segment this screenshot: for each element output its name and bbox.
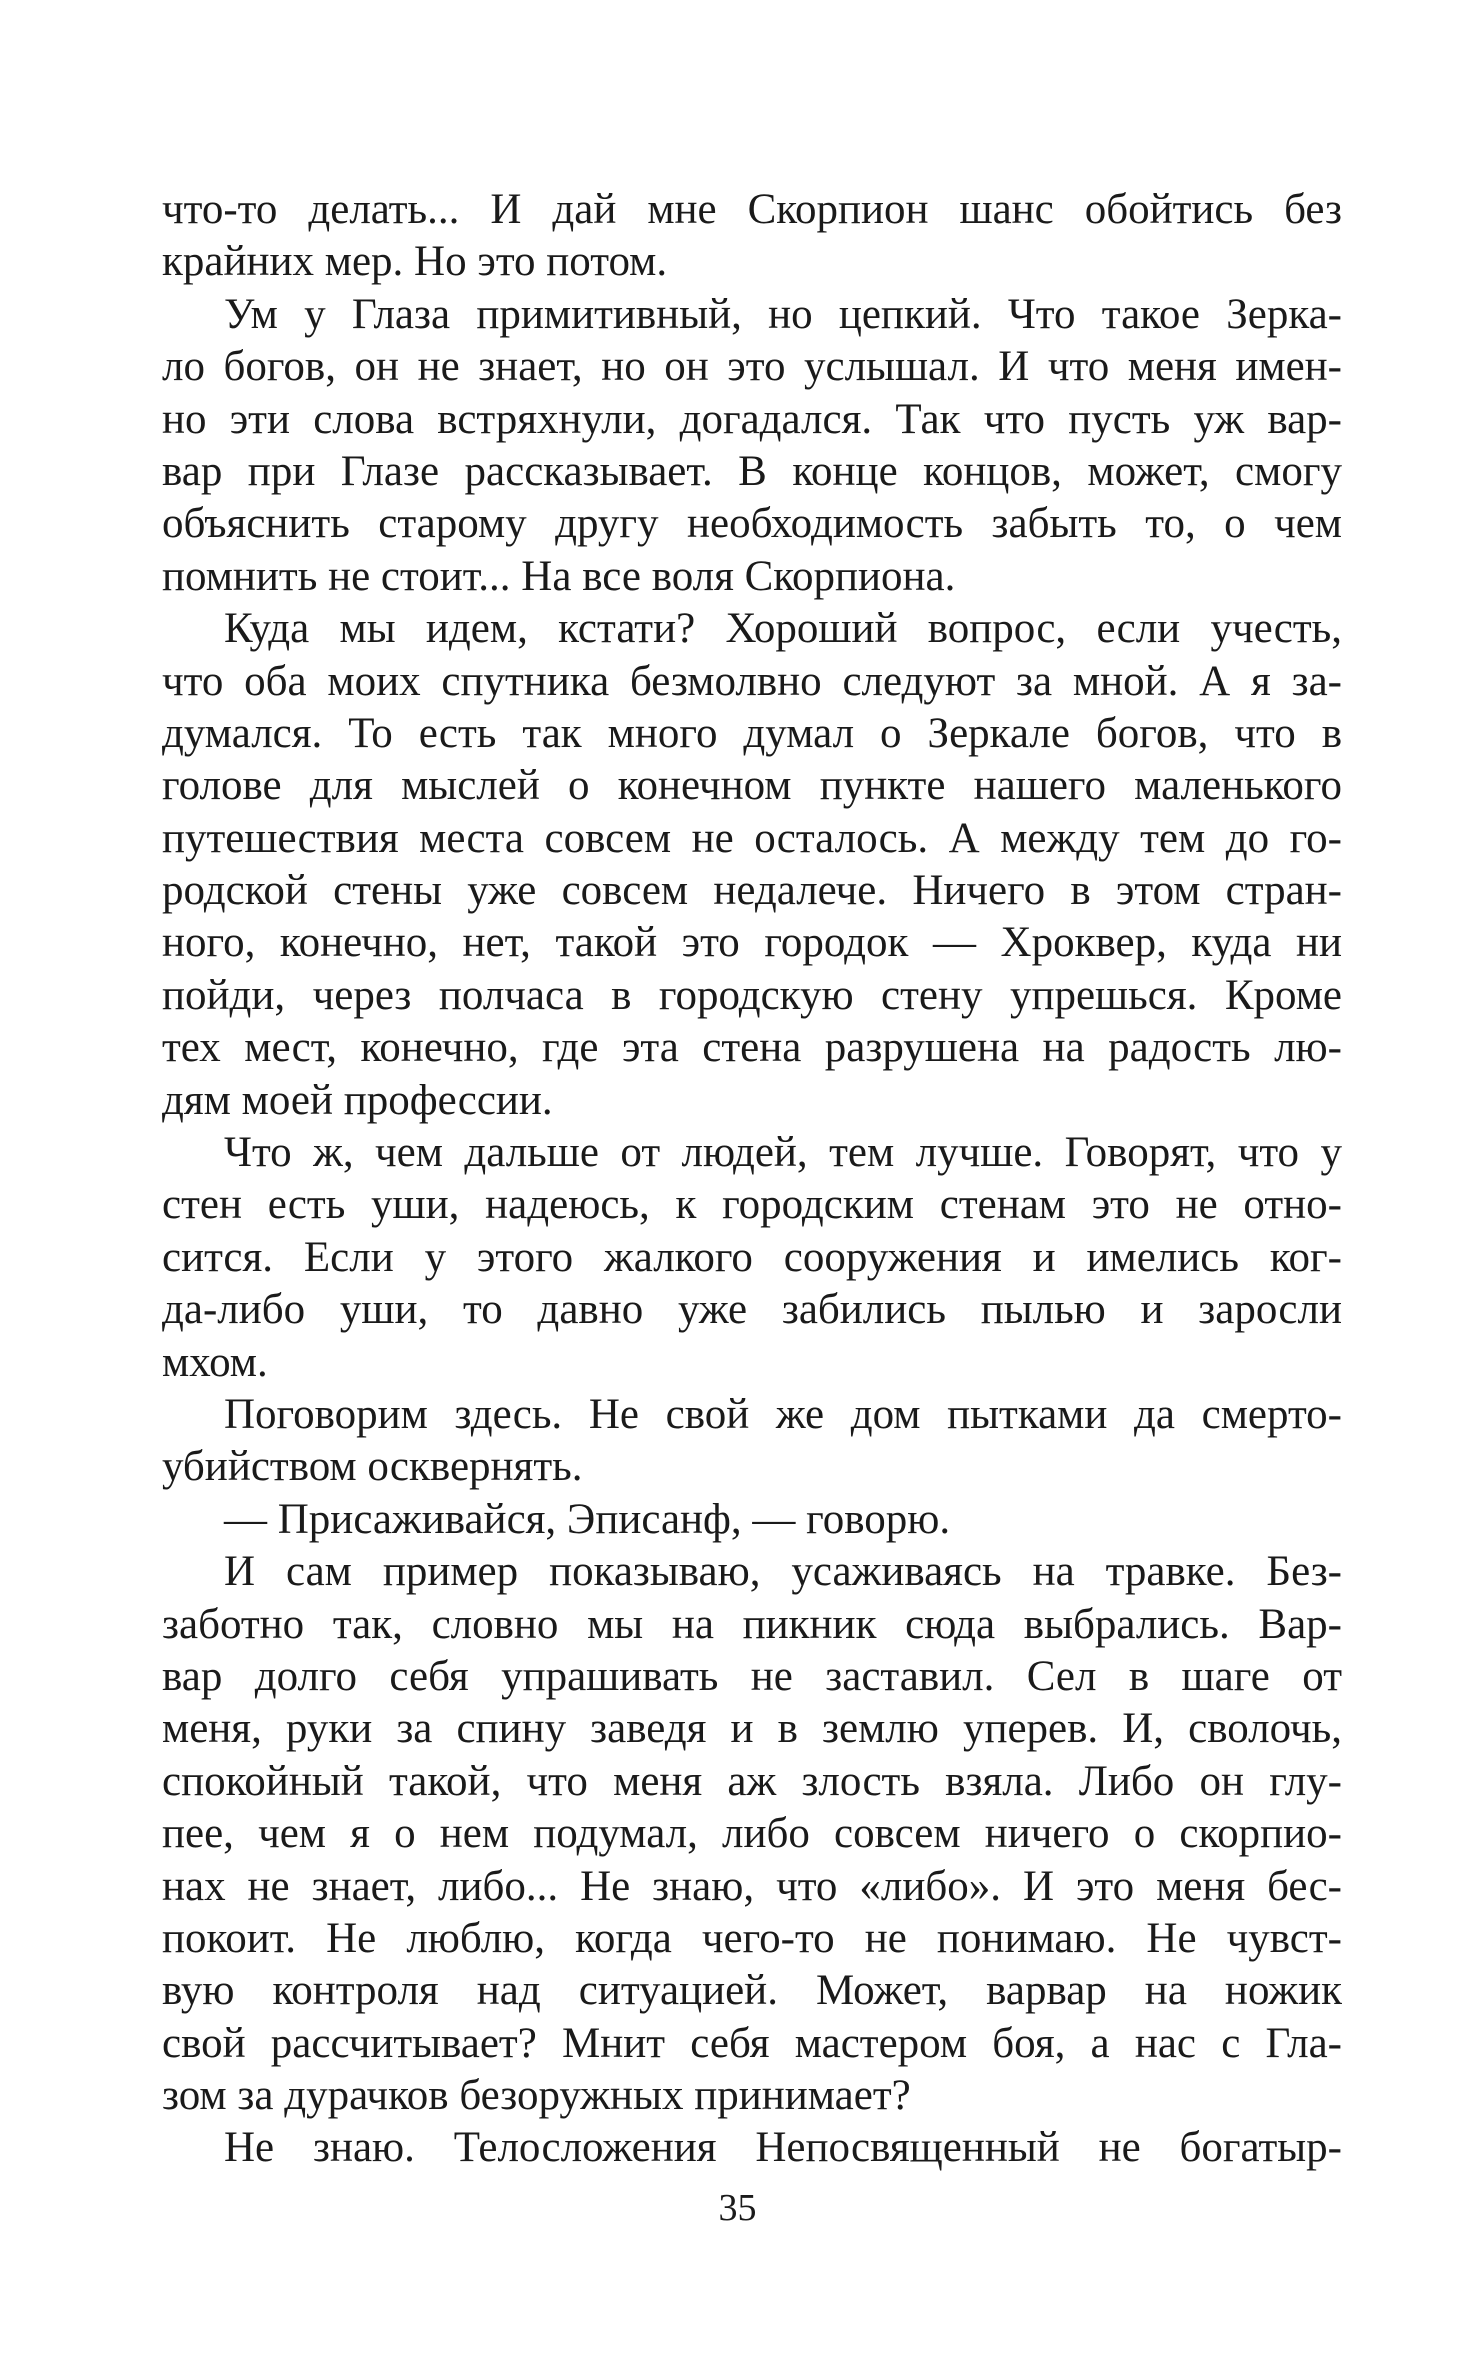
text-line: родской стены уже совсем недалече. Ничего в этом стран- — [162, 867, 1342, 915]
text-line: дям моей профессии. — [162, 1076, 553, 1124]
text-line: нах не знает, либо... Не знаю, что «либо». И это меня бес- — [162, 1862, 1342, 1910]
text-line: помнить не стоит... На все воля Скорпиона. — [162, 552, 956, 600]
text-line: стен есть уши, надеюсь, к городским стенам это не отно- — [162, 1181, 1342, 1229]
text-line: Ум у Глаза примитивный, но цепкий. Что такое Зерка- — [224, 290, 1342, 338]
text-line: вую контроля над ситуацией. Может, варвар на ножик — [162, 1967, 1342, 2015]
text-line: голове для мыслей о конечном пункте нашего маленького — [162, 762, 1342, 810]
text-line: вар при Глазе рассказывает. В конце концов, может, смогу — [162, 447, 1342, 495]
text-line: убийством осквернять. — [162, 1443, 583, 1491]
text-line: вар долго себя упрашивать не заставил. Сел в шаге от — [162, 1652, 1342, 1700]
text-line: объяснить старому другу необходимость забыть то, о чем — [162, 500, 1342, 548]
page-number: 35 — [718, 2187, 757, 2229]
text-line: да-либо уши, то давно уже забились пылью и заросли — [162, 1286, 1342, 1334]
text-line: Поговорим здесь. Не свой же дом пытками да смерто- — [224, 1390, 1342, 1438]
text-line: меня, руки за спину заведя и в землю уперев. И, сволочь, — [162, 1705, 1342, 1753]
text-line: заботно так, словно мы на пикник сюда выбрались. Вар- — [162, 1600, 1342, 1648]
text-line: что оба моих спутника безмолвно следуют за мной. А я за- — [162, 657, 1342, 705]
text-line: спокойный такой, что меня аж злость взяла. Либо он глу- — [162, 1757, 1342, 1805]
text-line: зом за дурачков безоружных принимает? — [162, 2072, 911, 2120]
text-line: крайних мер. Но это потом. — [162, 238, 668, 286]
text-line: сится. Если у этого жалкого сооружения и имелись ког- — [162, 1233, 1342, 1281]
text-line: что-то делать... И дай мне Скорпион шанс обойтись без — [162, 186, 1342, 233]
text-line: ного, конечно, нет, такой это городок — Хроквер, куда ни — [162, 919, 1342, 967]
text-line: свой рассчитывает? Мнит себя мастером боя, а нас с Гла- — [162, 2019, 1342, 2067]
text-line: И сам пример показываю, усаживаясь на травке. Без- — [224, 1548, 1342, 1596]
text-line: ло богов, он не знает, но он это услышал. И что меня имен- — [162, 343, 1342, 391]
text-line: пее, чем я о нем подумал, либо совсем ничего о скорпио- — [162, 1810, 1342, 1858]
text-line: покоит. Не люблю, когда чего-то не понимаю. Не чувст- — [162, 1914, 1342, 1962]
text-line: Что ж, чем дальше от людей, тем лучше. Говорят, что у — [224, 1129, 1342, 1177]
text-line: Куда мы идем, кстати? Хороший вопрос, если учесть, — [224, 605, 1342, 653]
text-line: Не знаю. Телосложения Непосвященный не богатыр- — [224, 2124, 1342, 2172]
text-line: но эти слова встряхнули, догадался. Так что пусть уж вар- — [162, 395, 1342, 443]
text-line: думался. То есть так много думал о Зеркале богов, что в — [162, 709, 1342, 757]
text-line: путешествия места совсем не осталось. А между тем до го- — [162, 814, 1342, 862]
text-line: — Присаживайся, Эписанф, — говорю. — [224, 1495, 951, 1543]
text-line: пойди, через полчаса в городскую стену упрешься. Кроме — [162, 971, 1342, 1019]
body-text — [162, 184, 1342, 2175]
text-line: мхом. — [162, 1338, 268, 1386]
text-line: тех мест, конечно, где эта стена разрушена на радость лю- — [162, 1024, 1342, 1072]
